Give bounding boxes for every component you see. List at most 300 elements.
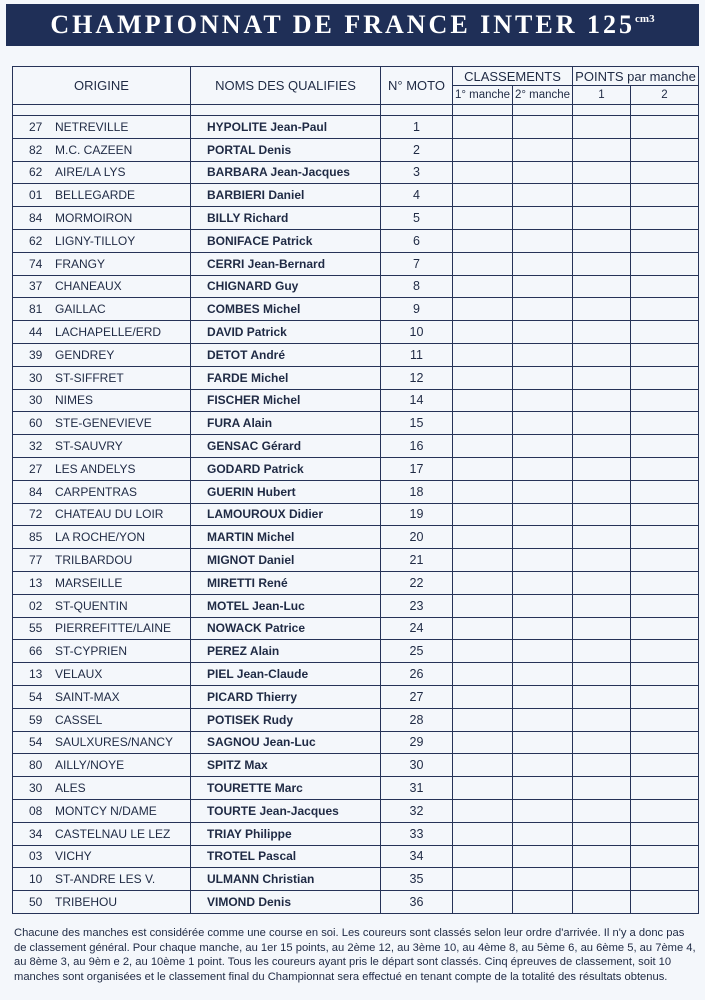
points-manche-1-cell[interactable] bbox=[573, 868, 631, 891]
classement-manche-2-cell[interactable] bbox=[513, 685, 573, 708]
origin-cell bbox=[13, 731, 191, 754]
points-manche-2-cell[interactable] bbox=[631, 685, 699, 708]
origin-city: SAULXURES/NANCY bbox=[55, 735, 174, 750]
table-row bbox=[13, 389, 699, 412]
origin-cell bbox=[13, 754, 191, 777]
points-manche-1-cell[interactable] bbox=[573, 229, 631, 252]
moto-number: 20 bbox=[381, 526, 453, 549]
pilot-name: VIMOND Denis bbox=[191, 891, 381, 914]
table-row bbox=[13, 412, 699, 435]
points-manche-1-cell[interactable] bbox=[573, 435, 631, 458]
department-code: 02 bbox=[29, 598, 43, 613]
department-code: 30 bbox=[29, 393, 43, 408]
classement-manche-1-cell[interactable] bbox=[453, 161, 513, 184]
table-row bbox=[13, 731, 699, 754]
origin-city: LES ANDELYS bbox=[55, 461, 136, 476]
origin-cell bbox=[13, 845, 191, 868]
classement-manche-1-cell[interactable] bbox=[453, 252, 513, 275]
points-manche-2-cell[interactable] bbox=[631, 708, 699, 731]
classement-manche-2-cell[interactable] bbox=[513, 389, 573, 412]
points-manche-1-cell[interactable] bbox=[573, 571, 631, 594]
points-manche-2-cell[interactable] bbox=[631, 161, 699, 184]
origin-city: NIMES bbox=[55, 393, 94, 408]
origin-city: VICHY bbox=[55, 849, 92, 864]
department-code: 85 bbox=[29, 530, 43, 545]
department-code: 03 bbox=[29, 849, 43, 864]
origin-city: LA ROCHE/YON bbox=[55, 530, 146, 545]
origin-city: CHANEAUX bbox=[55, 279, 122, 294]
classement-manche-1-cell[interactable] bbox=[453, 594, 513, 617]
classement-manche-1-cell[interactable] bbox=[453, 275, 513, 298]
table-row bbox=[13, 343, 699, 366]
classement-manche-1-cell[interactable] bbox=[453, 640, 513, 663]
pilot-name: MIRETTI René bbox=[191, 571, 381, 594]
classement-manche-2-cell[interactable] bbox=[513, 617, 573, 640]
origin-cell bbox=[13, 457, 191, 480]
classement-manche-2-cell[interactable] bbox=[513, 799, 573, 822]
classement-manche-2-cell[interactable] bbox=[513, 412, 573, 435]
points-manche-2-cell[interactable] bbox=[631, 845, 699, 868]
moto-number: 30 bbox=[381, 754, 453, 777]
table-row bbox=[13, 161, 699, 184]
points-manche-1-cell[interactable] bbox=[573, 845, 631, 868]
department-code: 30 bbox=[29, 370, 43, 385]
pilot-name: DETOT André bbox=[191, 343, 381, 366]
moto-number: 21 bbox=[381, 549, 453, 572]
department-code: 66 bbox=[29, 644, 43, 659]
classement-manche-2-cell[interactable] bbox=[513, 777, 573, 800]
points-manche-2-cell[interactable] bbox=[631, 754, 699, 777]
classement-manche-1-cell[interactable] bbox=[453, 822, 513, 845]
classement-manche-2-cell[interactable] bbox=[513, 343, 573, 366]
origin-cell bbox=[13, 184, 191, 207]
moto-number: 9 bbox=[381, 298, 453, 321]
classement-manche-2-cell[interactable] bbox=[513, 526, 573, 549]
points-manche-1-cell[interactable] bbox=[573, 640, 631, 663]
department-code: 30 bbox=[29, 781, 43, 795]
points-manche-2-cell[interactable] bbox=[631, 184, 699, 207]
moto-number: 5 bbox=[381, 207, 453, 230]
header-points: POINTS par manche bbox=[573, 67, 699, 86]
points-manche-1-cell[interactable] bbox=[573, 891, 631, 914]
points-manche-1-cell[interactable] bbox=[573, 777, 631, 800]
classement-manche-1-cell[interactable] bbox=[453, 457, 513, 480]
table-row bbox=[13, 549, 699, 572]
classement-manche-1-cell[interactable] bbox=[453, 708, 513, 731]
department-code: 44 bbox=[29, 325, 43, 340]
classement-manche-2-cell[interactable] bbox=[513, 184, 573, 207]
origin-city: STE-GENEVIEVE bbox=[55, 416, 152, 431]
table-row bbox=[13, 321, 699, 344]
points-manche-2-cell[interactable] bbox=[631, 891, 699, 914]
origin-city: M.C. CAZEEN bbox=[55, 142, 133, 157]
origin-city: ST-SAUVRY bbox=[55, 439, 123, 454]
department-code: 82 bbox=[29, 142, 43, 157]
origin-cell bbox=[13, 822, 191, 845]
origin-city: LACHAPELLE/ERD bbox=[55, 325, 162, 340]
classement-manche-1-cell[interactable] bbox=[453, 412, 513, 435]
classement-manche-1-cell[interactable] bbox=[453, 731, 513, 754]
moto-number: 36 bbox=[381, 891, 453, 914]
origin-cell bbox=[13, 435, 191, 458]
points-manche-1-cell[interactable] bbox=[573, 389, 631, 412]
classement-manche-2-cell[interactable] bbox=[513, 891, 573, 914]
classement-manche-1-cell[interactable] bbox=[453, 184, 513, 207]
department-code: 74 bbox=[29, 256, 43, 271]
classement-manche-1-cell[interactable] bbox=[453, 799, 513, 822]
table-row bbox=[13, 503, 699, 526]
pilot-name: GODARD Patrick bbox=[191, 457, 381, 480]
moto-number: 32 bbox=[381, 799, 453, 822]
rules-notes: Chacune des manches est considérée comme une course en soi. Les coureurs sont classés selon leur ordre d'arrivée. Il n'y a donc pas de classement général. Pour chaque manche, au 1er 15 points, au 2ème 12, au 3ème 10, au 4ème 8, au 5ème 6, au 6ème 5, au 7ème 4, au 8ème 3, au 9èm e 2, au 10ème 1 point. Tous les coureurs ayant pris le départ sont classés. Cinq épreuves de classement, soit 10 manches sont organisées et le classement final du Championnat sera effectué en tenant compte de la totalité des résultats obtenus. bbox=[14, 927, 696, 983]
origin-city: ST-QUENTIN bbox=[55, 598, 128, 613]
pilot-name: TROTEL Pascal bbox=[191, 845, 381, 868]
pilot-name: BARBARA Jean-Jacques bbox=[191, 161, 381, 184]
points-manche-2-cell[interactable] bbox=[631, 663, 699, 686]
classement-manche-2-cell[interactable] bbox=[513, 435, 573, 458]
points-manche-2-cell[interactable] bbox=[631, 799, 699, 822]
classement-manche-2-cell[interactable] bbox=[513, 161, 573, 184]
points-manche-1-cell[interactable] bbox=[573, 480, 631, 503]
department-code: 55 bbox=[29, 621, 43, 636]
moto-number: 14 bbox=[381, 389, 453, 412]
classement-manche-1-cell[interactable] bbox=[453, 754, 513, 777]
origin-cell bbox=[13, 594, 191, 617]
origin-city: BELLEGARDE bbox=[55, 188, 136, 203]
origin-cell bbox=[13, 229, 191, 252]
origin-city: MONTCY N/DAME bbox=[55, 803, 157, 818]
classement-manche-1-cell[interactable] bbox=[453, 298, 513, 321]
pilot-name: MOTEL Jean-Luc bbox=[191, 594, 381, 617]
classement-manche-1-cell[interactable] bbox=[453, 389, 513, 412]
points-manche-1-cell[interactable] bbox=[573, 275, 631, 298]
classement-manche-2-cell[interactable] bbox=[513, 731, 573, 754]
table-row bbox=[13, 526, 699, 549]
points-manche-1-cell[interactable] bbox=[573, 526, 631, 549]
points-manche-1-cell[interactable] bbox=[573, 754, 631, 777]
points-manche-2-cell[interactable] bbox=[631, 116, 699, 139]
table-row bbox=[13, 138, 699, 161]
origin-city: TRILBARDOU bbox=[55, 553, 133, 568]
pilot-name: BONIFACE Patrick bbox=[191, 229, 381, 252]
table-row bbox=[13, 891, 699, 914]
classement-manche-1-cell[interactable] bbox=[453, 777, 513, 800]
points-manche-1-cell[interactable] bbox=[573, 549, 631, 572]
moto-number: 24 bbox=[381, 617, 453, 640]
classement-manche-1-cell[interactable] bbox=[453, 549, 513, 572]
classement-manche-1-cell[interactable] bbox=[453, 891, 513, 914]
origin-cell bbox=[13, 526, 191, 549]
moto-number: 29 bbox=[381, 731, 453, 754]
points-manche-2-cell[interactable] bbox=[631, 731, 699, 754]
classement-manche-1-cell[interactable] bbox=[453, 845, 513, 868]
table-row bbox=[13, 116, 699, 139]
pilot-name: PICARD Thierry bbox=[191, 685, 381, 708]
points-manche-1-cell[interactable] bbox=[573, 343, 631, 366]
department-code: 54 bbox=[29, 689, 43, 704]
table-row bbox=[13, 708, 699, 731]
points-manche-1-cell[interactable] bbox=[573, 457, 631, 480]
table-row bbox=[13, 845, 699, 868]
pilot-name: GENSAC Gérard bbox=[191, 435, 381, 458]
points-manche-2-cell[interactable] bbox=[631, 229, 699, 252]
origin-cell bbox=[13, 116, 191, 139]
points-manche-2-cell[interactable] bbox=[631, 571, 699, 594]
classement-manche-1-cell[interactable] bbox=[453, 685, 513, 708]
origin-city: AIRE/LA LYS bbox=[55, 165, 126, 180]
department-code: 32 bbox=[29, 439, 43, 454]
department-code: 50 bbox=[29, 894, 43, 909]
department-code: 13 bbox=[29, 667, 43, 682]
origin-city: CASTELNAU LE LEZ bbox=[55, 826, 171, 841]
origin-cell bbox=[13, 663, 191, 686]
header-noms: NOMS DES QUALIFIES bbox=[191, 67, 381, 105]
department-code: 10 bbox=[29, 872, 43, 887]
spacer-row bbox=[13, 105, 699, 116]
classement-manche-2-cell[interactable] bbox=[513, 822, 573, 845]
classement-manche-2-cell[interactable] bbox=[513, 457, 573, 480]
points-manche-2-cell[interactable] bbox=[631, 617, 699, 640]
points-manche-2-cell[interactable] bbox=[631, 457, 699, 480]
points-manche-2-cell[interactable] bbox=[631, 777, 699, 800]
points-manche-2-cell[interactable] bbox=[631, 412, 699, 435]
moto-number: 31 bbox=[381, 777, 453, 800]
department-code: 34 bbox=[29, 826, 43, 841]
classement-manche-1-cell[interactable] bbox=[453, 138, 513, 161]
classement-manche-1-cell[interactable] bbox=[453, 617, 513, 640]
table-row bbox=[13, 184, 699, 207]
points-manche-2-cell[interactable] bbox=[631, 138, 699, 161]
pilot-name: BILLY Richard bbox=[191, 207, 381, 230]
moto-number: 27 bbox=[381, 685, 453, 708]
origin-cell bbox=[13, 412, 191, 435]
classement-manche-2-cell[interactable] bbox=[513, 480, 573, 503]
points-manche-2-cell[interactable] bbox=[631, 822, 699, 845]
points-manche-1-cell[interactable] bbox=[573, 731, 631, 754]
points-manche-1-cell[interactable] bbox=[573, 799, 631, 822]
points-manche-1-cell[interactable] bbox=[573, 594, 631, 617]
classement-manche-1-cell[interactable] bbox=[453, 526, 513, 549]
points-manche-2-cell[interactable] bbox=[631, 252, 699, 275]
classement-manche-2-cell[interactable] bbox=[513, 754, 573, 777]
origin-cell bbox=[13, 617, 191, 640]
origin-cell bbox=[13, 207, 191, 230]
classement-manche-2-cell[interactable] bbox=[513, 663, 573, 686]
origin-city: GAILLAC bbox=[55, 302, 106, 317]
classement-manche-1-cell[interactable] bbox=[453, 343, 513, 366]
origin-cell bbox=[13, 868, 191, 891]
classement-manche-2-cell[interactable] bbox=[513, 298, 573, 321]
points-manche-2-cell[interactable] bbox=[631, 594, 699, 617]
department-code: 54 bbox=[29, 735, 43, 750]
classement-manche-2-cell[interactable] bbox=[513, 138, 573, 161]
points-manche-1-cell[interactable] bbox=[573, 822, 631, 845]
classement-manche-2-cell[interactable] bbox=[513, 366, 573, 389]
points-manche-1-cell[interactable] bbox=[573, 617, 631, 640]
table-row bbox=[13, 229, 699, 252]
table-row bbox=[13, 868, 699, 891]
table-row bbox=[13, 480, 699, 503]
points-manche-2-cell[interactable] bbox=[631, 389, 699, 412]
points-manche-1-cell[interactable] bbox=[573, 298, 631, 321]
points-manche-1-cell[interactable] bbox=[573, 116, 631, 139]
department-code: 59 bbox=[29, 712, 43, 727]
points-manche-1-cell[interactable] bbox=[573, 412, 631, 435]
classement-manche-1-cell[interactable] bbox=[453, 116, 513, 139]
points-manche-1-cell[interactable] bbox=[573, 207, 631, 230]
moto-number: 17 bbox=[381, 457, 453, 480]
title-unit: cm3 bbox=[635, 13, 655, 25]
points-manche-1-cell[interactable] bbox=[573, 503, 631, 526]
moto-number: 35 bbox=[381, 868, 453, 891]
classement-manche-1-cell[interactable] bbox=[453, 207, 513, 230]
points-manche-2-cell[interactable] bbox=[631, 207, 699, 230]
pilot-name: MIGNOT Daniel bbox=[191, 549, 381, 572]
points-manche-1-cell[interactable] bbox=[573, 161, 631, 184]
origin-cell bbox=[13, 138, 191, 161]
department-code: 84 bbox=[29, 484, 43, 499]
points-manche-1-cell[interactable] bbox=[573, 708, 631, 731]
classement-manche-2-cell[interactable] bbox=[513, 571, 573, 594]
points-manche-1-cell[interactable] bbox=[573, 685, 631, 708]
classement-manche-2-cell[interactable] bbox=[513, 503, 573, 526]
classement-manche-2-cell[interactable] bbox=[513, 275, 573, 298]
points-manche-2-cell[interactable] bbox=[631, 366, 699, 389]
header-classements: CLASSEMENTS bbox=[453, 67, 573, 86]
classement-manche-1-cell[interactable] bbox=[453, 321, 513, 344]
table-row bbox=[13, 366, 699, 389]
origin-city: TRIBEHOU bbox=[55, 894, 118, 909]
moto-number: 12 bbox=[381, 366, 453, 389]
pilot-name: CERRI Jean-Bernard bbox=[191, 252, 381, 275]
origin-cell bbox=[13, 685, 191, 708]
points-manche-2-cell[interactable] bbox=[631, 549, 699, 572]
department-code: 08 bbox=[29, 803, 43, 818]
origin-city: ST-ANDRE LES V. bbox=[55, 872, 156, 887]
origin-cell bbox=[13, 777, 191, 800]
points-manche-1-cell[interactable] bbox=[573, 138, 631, 161]
points-manche-2-cell[interactable] bbox=[631, 503, 699, 526]
moto-number: 23 bbox=[381, 594, 453, 617]
pilot-name: TOURTE Jean-Jacques bbox=[191, 799, 381, 822]
classement-manche-1-cell[interactable] bbox=[453, 503, 513, 526]
department-code: 84 bbox=[29, 211, 43, 226]
classement-manche-1-cell[interactable] bbox=[453, 480, 513, 503]
points-manche-2-cell[interactable] bbox=[631, 435, 699, 458]
classement-manche-2-cell[interactable] bbox=[513, 252, 573, 275]
points-manche-1-cell[interactable] bbox=[573, 663, 631, 686]
origin-cell bbox=[13, 366, 191, 389]
pilot-name: PEREZ Alain bbox=[191, 640, 381, 663]
moto-number: 4 bbox=[381, 184, 453, 207]
moto-number: 10 bbox=[381, 321, 453, 344]
points-manche-1-cell[interactable] bbox=[573, 321, 631, 344]
classement-manche-2-cell[interactable] bbox=[513, 229, 573, 252]
department-code: 77 bbox=[29, 553, 43, 568]
classement-manche-2-cell[interactable] bbox=[513, 321, 573, 344]
classement-manche-2-cell[interactable] bbox=[513, 640, 573, 663]
origin-cell bbox=[13, 389, 191, 412]
table-row bbox=[13, 298, 699, 321]
origin-cell bbox=[13, 321, 191, 344]
moto-number: 25 bbox=[381, 640, 453, 663]
points-manche-2-cell[interactable] bbox=[631, 640, 699, 663]
classement-manche-2-cell[interactable] bbox=[513, 594, 573, 617]
points-manche-1-cell[interactable] bbox=[573, 184, 631, 207]
classement-manche-1-cell[interactable] bbox=[453, 229, 513, 252]
classement-manche-2-cell[interactable] bbox=[513, 116, 573, 139]
header-points-2: 2 bbox=[631, 86, 699, 105]
pilot-name: SPITZ Max bbox=[191, 754, 381, 777]
moto-number: 28 bbox=[381, 708, 453, 731]
origin-cell bbox=[13, 571, 191, 594]
classement-manche-1-cell[interactable] bbox=[453, 663, 513, 686]
pilot-name: TRIAY Philippe bbox=[191, 822, 381, 845]
origin-city: NETREVILLE bbox=[55, 119, 129, 134]
pilot-name: CHIGNARD Guy bbox=[191, 275, 381, 298]
origin-city: GENDREY bbox=[55, 347, 115, 362]
origin-city: ALES bbox=[55, 781, 86, 795]
moto-number: 15 bbox=[381, 412, 453, 435]
points-manche-2-cell[interactable] bbox=[631, 298, 699, 321]
pilot-name: GUERIN Hubert bbox=[191, 480, 381, 503]
department-code: 39 bbox=[29, 347, 43, 362]
origin-city: PIERREFITTE/LAINE bbox=[55, 621, 172, 636]
points-manche-2-cell[interactable] bbox=[631, 275, 699, 298]
classement-manche-2-cell[interactable] bbox=[513, 207, 573, 230]
department-code: 01 bbox=[29, 188, 43, 203]
department-code: 13 bbox=[29, 575, 43, 590]
table-row bbox=[13, 640, 699, 663]
points-manche-2-cell[interactable] bbox=[631, 480, 699, 503]
origin-city: ST-CYPRIEN bbox=[55, 644, 128, 659]
department-code: 60 bbox=[29, 416, 43, 431]
pilot-name: SAGNOU Jean-Luc bbox=[191, 731, 381, 754]
qualifiers-rows bbox=[13, 105, 699, 914]
classement-manche-2-cell[interactable] bbox=[513, 868, 573, 891]
points-manche-2-cell[interactable] bbox=[631, 868, 699, 891]
table-row bbox=[13, 617, 699, 640]
header-manche-2: 2° manche bbox=[513, 86, 573, 105]
points-manche-1-cell[interactable] bbox=[573, 366, 631, 389]
points-manche-2-cell[interactable] bbox=[631, 526, 699, 549]
classement-manche-1-cell[interactable] bbox=[453, 868, 513, 891]
qualifiers-table bbox=[12, 66, 699, 914]
moto-number: 8 bbox=[381, 275, 453, 298]
points-manche-1-cell[interactable] bbox=[573, 252, 631, 275]
header-origine: ORIGINE bbox=[13, 67, 191, 105]
points-manche-2-cell[interactable] bbox=[631, 343, 699, 366]
points-manche-2-cell[interactable] bbox=[631, 321, 699, 344]
pilot-name: PORTAL Denis bbox=[191, 138, 381, 161]
table-row bbox=[13, 663, 699, 686]
origin-city: FRANGY bbox=[55, 256, 106, 271]
department-code: 27 bbox=[29, 119, 43, 134]
classement-manche-1-cell[interactable] bbox=[453, 571, 513, 594]
classement-manche-2-cell[interactable] bbox=[513, 708, 573, 731]
classement-manche-1-cell[interactable] bbox=[453, 366, 513, 389]
classement-manche-2-cell[interactable] bbox=[513, 549, 573, 572]
moto-number: 22 bbox=[381, 571, 453, 594]
table-row bbox=[13, 754, 699, 777]
pilot-name: ULMANN Christian bbox=[191, 868, 381, 891]
classement-manche-1-cell[interactable] bbox=[453, 435, 513, 458]
origin-city: CARPENTRAS bbox=[55, 484, 138, 499]
classement-manche-2-cell[interactable] bbox=[513, 845, 573, 868]
department-code: 81 bbox=[29, 302, 43, 317]
table-row bbox=[13, 594, 699, 617]
table-row bbox=[13, 822, 699, 845]
